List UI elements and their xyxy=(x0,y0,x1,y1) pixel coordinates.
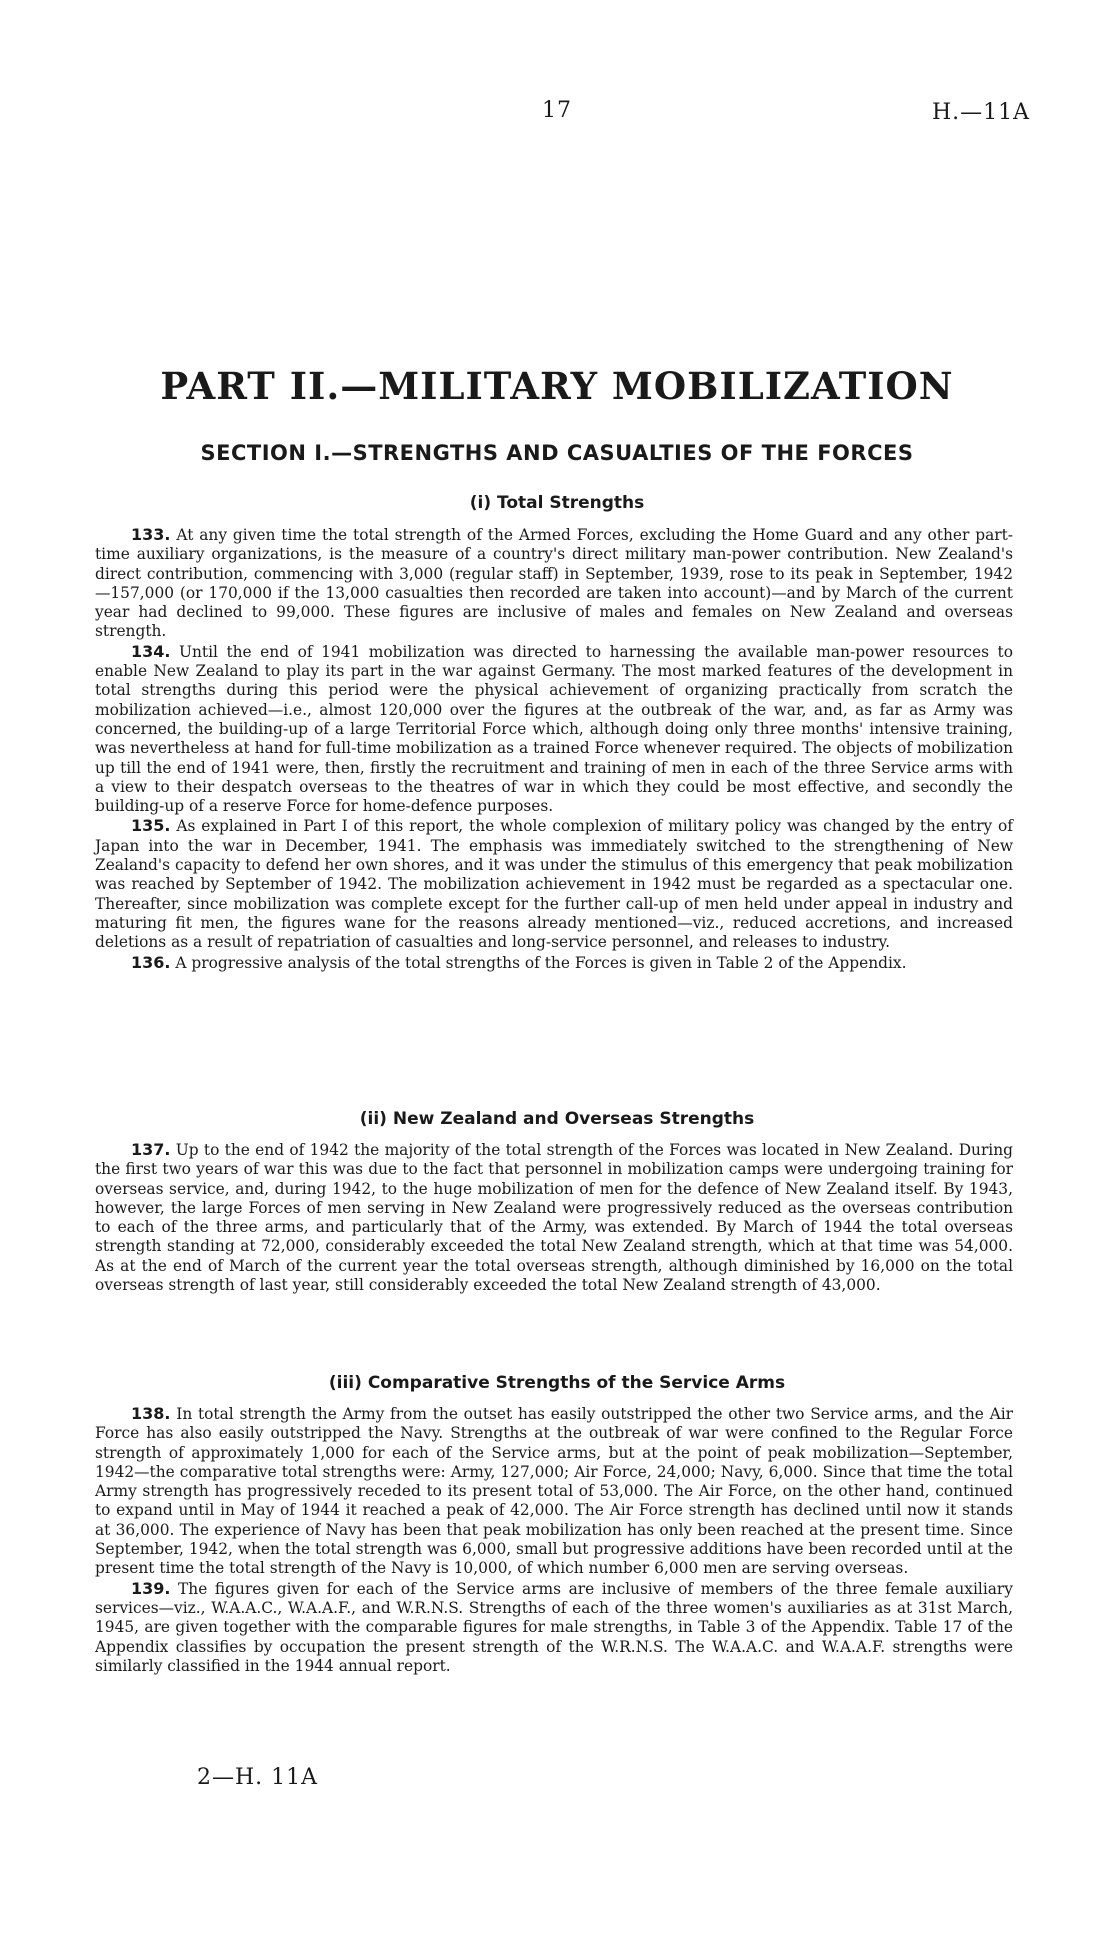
paragraph-number: 135. xyxy=(131,816,171,836)
paragraph-136 xyxy=(95,953,1013,973)
paragraph-139 xyxy=(95,1579,1013,1676)
section-title: SECTION I.—STRENGTHS AND CASUALTIES OF THE FORCES xyxy=(200,441,914,465)
subsection-heading-nz-overseas-strengths: (ii) New Zealand and Overseas Strengths xyxy=(359,1109,755,1129)
paragraph-133 xyxy=(95,525,1013,642)
paragraph-text: Until the end of 1941 mobilization was directed to harnessing the available man-power resources to enable New Zealand to play its part in the war against Germany. The most marked features of the development in total strengths during this period were the physical achievement of organizing practically from scratch the mobilization achieved—i.e., almost 120,000 over the figures at the outbreak of the war, and, as far as Army was concerned, the building-up of a large Territorial Force which, although doing only three months' intensive training, was nevertheless at hand for full-time mobilization as a trained Force whenever required. The objects of mobilization up till the end of 1941 were, then, firstly the recruitment and training of men in each of the three Service arms with a view to their despatch overseas to the theatres of war in which they could be most effective, and secondly the building-up of a reserve Force for home-defence purposes. xyxy=(95,642,1013,816)
paragraph-text: As explained in Part I of this report, the whole complexion of military policy was changed by the entry of Japan into the war in December, 1941. The emphasis was immediately switched to the strengthening of New Zealand's capacity to defend her own shores, and it was under the stimulus of this emergency that peak mobilization was reached by September of 1942. The mobilization achievement in 1942 must be regarded as a spectacular one. Thereafter, since mobilization was complete except for the further call-up of men held under appeal in industry and maturing fit men, the figures wane for the reasons already mentioned—viz., reduced accretions, and increased deletions as a result of repatriation of casualties and long-service personnel, and releases to industry. xyxy=(95,817,1013,952)
paragraph-text: In total strength the Army from the outset has easily outstripped the other two Service arms, and the Air Force has also easily outstripped the Navy. Strengths at the outbreak of war were confined to the Regular Force strength of approximately 1,000 for each of the Service arms, but at the point of peak mobilization—September, 1942—the comparative total strengths were: Army, 127,000; Air Force, 24,000; Navy, 6,000. Since that time the total Army strength has progressively receded to its present total of 53,000. The Air Force, on the other hand, continued to expand until in May of 1944 it reached a peak of 42,000. The Air Force strength has declined until now it stands at 36,000. The experience of Navy has been that peak mobilization has only been reached at the present time. Since September, 1942, when the total strength was 6,000, small but progressive additions have been recorded until at the present time the total strength of the Navy is 10,000, of which number 6,000 men are serving overseas. xyxy=(95,1405,1013,1578)
paragraph-number: 138. xyxy=(131,1404,171,1423)
part-title: PART II.—MILITARY MOBILIZATION xyxy=(160,364,954,408)
paragraph-number: 134. xyxy=(131,641,171,661)
document-reference: H.—11A xyxy=(931,100,1030,125)
subsection-body-total-strengths xyxy=(95,525,1013,973)
paragraph-text: A progressive analysis of the total strengths of the Forces is given in Table 2 of the Appendix. xyxy=(175,953,907,972)
paragraph-number: 136. xyxy=(131,952,171,972)
paragraph-text: At any given time the total strength of the Armed Forces, excluding the Home Guard and any other part-time auxiliary organizations, is the measure of a country's direct military man-power contribution. New Zealand's direct contribution, commencing with 3,000 (regular staff) in September, 1939, rose to its peak in September, 1942—157,000 (or 170,000 if the 13,000 casualties then recorded are taken into account)—and by March of the current year had declined to 99,000. These figures are inclusive of males and females on New Zealand and overseas strength. xyxy=(95,526,1013,641)
subsection-body-nz-overseas-strengths xyxy=(95,1140,1013,1295)
paragraph-number: 139. xyxy=(131,1578,171,1598)
paragraph-text: Up to the end of 1942 the majority of the total strength of the Forces was located in New Zealand. During the first two years of war this was due to the fact that personnel in mobilization camps were undergoing training for overseas service, and, during 1942, to the huge mobilization of men for the defence of New Zealand itself. By 1943, however, the large Forces of men serving in New Zealand were progressively reduced as the overseas contribution to each of the three arms, and particularly that of the Army, was extended. By March of 1944 the total overseas strength standing at 72,000, considerably exceeded the total New Zealand strength, which at that time was 54,000. As at the end of March of the current year the total overseas strength, although diminished by 16,000 on the total overseas strength of last year, still considerably exceeded the total New Zealand strength of 43,000. xyxy=(95,1141,1013,1295)
paragraph-number: 133. xyxy=(131,525,171,544)
subsection-heading-comparative-strengths: (iii) Comparative Strengths of the Service Arms xyxy=(328,1373,786,1393)
paragraph-135 xyxy=(95,816,1013,952)
page-number: 17 xyxy=(542,98,572,123)
paragraph-134 xyxy=(95,642,1013,817)
subsection-heading-total-strengths: (i) Total Strengths xyxy=(469,493,645,513)
paragraph-137 xyxy=(95,1140,1013,1295)
signature-mark: 2—H. 11A xyxy=(197,1765,319,1790)
paragraph-text: The figures given for each of the Service arms are inclusive of members of the three female auxiliary services—viz., W.A.A.C., W.A.A.F., and W.R.N.S. Strengths of each of the three women's auxiliaries as at 31st March, 1945, are given together with the comparable figures for male strengths, in Table 3 of the Appendix. Table 17 of the Appendix classifies by occupation the present strength of the W.R.N.S. The W.A.A.C. and W.A.A.F. strengths were similarly classified in the 1944 annual report. xyxy=(95,1579,1013,1675)
paragraph-number: 137. xyxy=(131,1140,171,1159)
paragraph-138 xyxy=(95,1404,1013,1579)
subsection-body-comparative-strengths xyxy=(95,1404,1013,1676)
